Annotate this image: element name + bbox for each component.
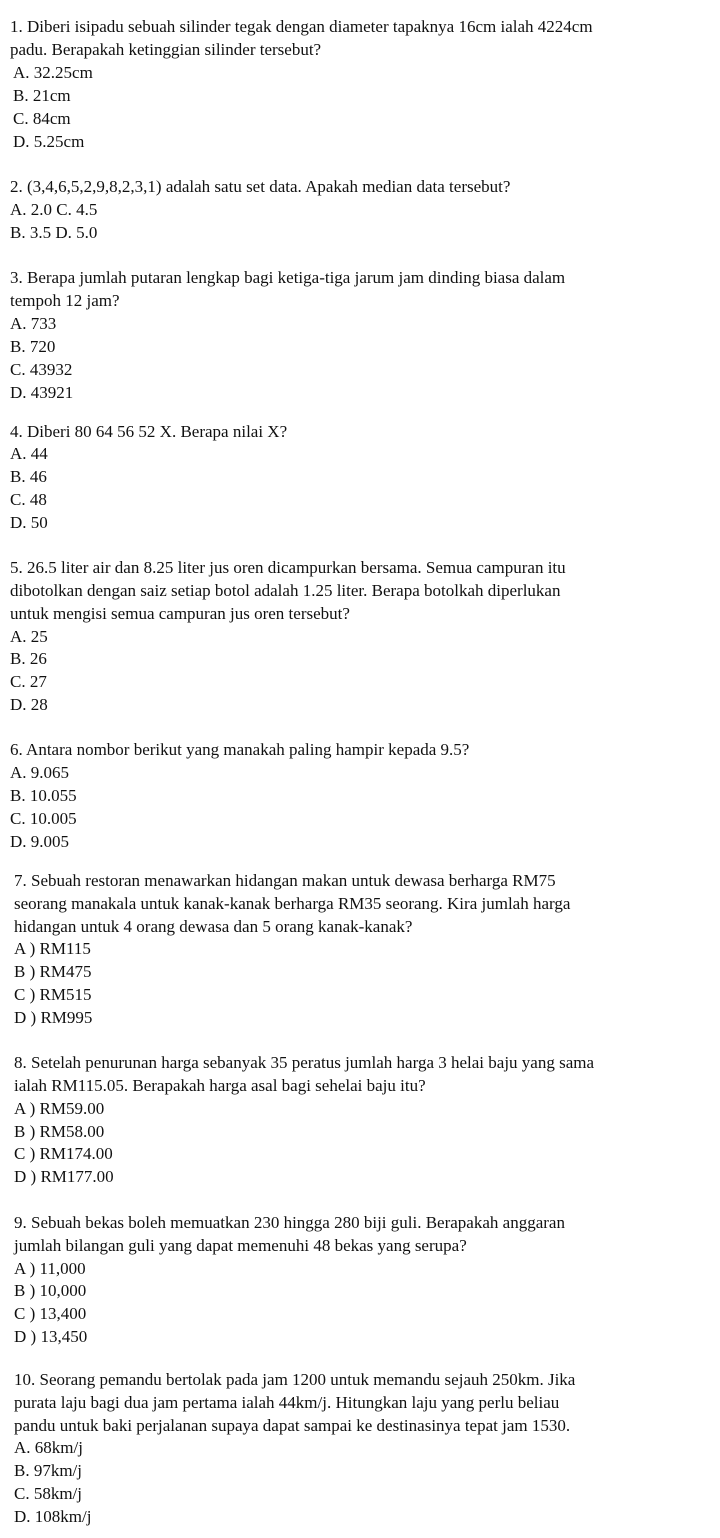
question-5-text-line-2: dibotolkan dengan saiz setiap botol adalah 1.25 liter. Berapa botolkah diperlukan — [10, 581, 561, 600]
question-5-option-d: D. 28 — [10, 695, 48, 714]
question-4-option-d: D. 50 — [10, 513, 48, 532]
question-9-text-line-2: jumlah bilangan guli yang dapat memenuhi 48 bekas yang serupa? — [14, 1236, 467, 1255]
question-9-option-a: A ) 11,000 — [14, 1259, 86, 1278]
question-10-text-line-1: 10. Seorang pemandu bertolak pada jam 1200 untuk memandu sejauh 250km. Jika — [14, 1370, 576, 1389]
question-6-option-a: A. 9.065 — [10, 763, 70, 782]
question-10-option-c: C. 58km/j — [14, 1484, 83, 1503]
question-1-text-line-2: padu. Berapakah ketinggian silinder tersebut? — [10, 40, 322, 59]
question-7-text-line-1: 7. Sebuah restoran menawarkan hidangan makan untuk dewasa berharga RM75 — [14, 871, 556, 890]
question-1-option-a: A. 32.25cm — [13, 63, 93, 82]
question-7-text-line-2: seorang manakala untuk kanak-kanak berharga RM35 seorang. Kira jumlah harga — [14, 894, 571, 913]
question-2-options-row-1: A. 2.0 C. 4.5 — [10, 200, 98, 219]
question-8-option-d: D ) RM177.00 — [14, 1167, 114, 1186]
question-8-option-a: A ) RM59.00 — [14, 1099, 105, 1118]
question-9-option-d: D ) 13,450 — [14, 1327, 88, 1346]
question-3-option-a: A. 733 — [10, 314, 57, 333]
question-6-text-line-1: 6. Antara nombor berikut yang manakah paling hampir kepada 9.5? — [10, 740, 470, 759]
question-9-text-line-1: 9. Sebuah bekas boleh memuatkan 230 hingga 280 biji guli. Berapakah anggaran — [14, 1213, 565, 1232]
question-4-text-line-1: 4. Diberi 80 64 56 52 X. Berapa nilai X? — [10, 422, 288, 441]
question-8-text-line-1: 8. Setelah penurunan harga sebanyak 35 peratus jumlah harga 3 helai baju yang sama — [14, 1053, 595, 1072]
question-4-option-c: C. 48 — [10, 490, 47, 509]
question-10-option-d: D. 108km/j — [14, 1507, 92, 1526]
question-8-option-c: C ) RM174.00 — [14, 1144, 113, 1163]
question-4-option-a: A. 44 — [10, 444, 48, 463]
question-10-text-line-2: purata laju bagi dua jam pertama ialah 44km/j. Hitungkan laju yang perlu beliau — [14, 1393, 560, 1412]
question-3-option-d: D. 43921 — [10, 383, 74, 402]
question-1-option-b: B. 21cm — [13, 86, 71, 105]
question-7-option-c: C ) RM515 — [14, 985, 92, 1004]
question-2-text-line-1: 2. (3,4,6,5,2,9,8,2,3,1) adalah satu set data. Apakah median data tersebut? — [10, 177, 511, 196]
question-3-option-b: B. 720 — [10, 337, 56, 356]
question-7-option-a: A ) RM115 — [14, 939, 91, 958]
question-10-option-b: B. 97km/j — [14, 1461, 83, 1480]
question-8-option-b: B ) RM58.00 — [14, 1122, 105, 1141]
question-3-option-c: C. 43932 — [10, 360, 73, 379]
question-1-option-d: D. 5.25cm — [13, 132, 85, 151]
question-3-text-line-1: 3. Berapa jumlah putaran lengkap bagi ketiga-tiga jarum jam dinding biasa dalam — [10, 268, 566, 287]
question-6-option-c: C. 10.005 — [10, 809, 77, 828]
question-2-options-row-2: B. 3.5 D. 5.0 — [10, 223, 98, 242]
question-5-option-c: C. 27 — [10, 672, 47, 691]
question-4-option-b: B. 46 — [10, 467, 47, 486]
question-7-option-b: B ) RM475 — [14, 962, 92, 981]
question-10-text-line-3: pandu untuk baki perjalanan supaya dapat sampai ke destinasinya tepat jam 1530. — [14, 1416, 571, 1435]
question-1-text-line-1: 1. Diberi isipadu sebuah silinder tegak dengan diameter tapaknya 16cm ialah 4224cm — [10, 17, 593, 36]
question-5-text-line-3: untuk mengisi semua campuran jus oren tersebut? — [10, 604, 350, 623]
question-3-text-line-2: tempoh 12 jam? — [10, 291, 120, 310]
question-5-text-line-1: 5. 26.5 liter air dan 8.25 liter jus oren dicampurkan bersama. Semua campuran itu — [10, 558, 566, 577]
question-5-option-a: A. 25 — [10, 627, 48, 646]
question-7-option-d: D ) RM995 — [14, 1008, 93, 1027]
question-6-option-b: B. 10.055 — [10, 786, 77, 805]
question-5-option-b: B. 26 — [10, 649, 47, 668]
question-1-option-c: C. 84cm — [13, 109, 71, 128]
question-9-option-c: C ) 13,400 — [14, 1304, 87, 1323]
question-7-text-line-3: hidangan untuk 4 orang dewasa dan 5 orang kanak-kanak? — [14, 917, 413, 936]
question-9-option-b: B ) 10,000 — [14, 1281, 87, 1300]
question-8-text-line-2: ialah RM115.05. Berapakah harga asal bagi sehelai baju itu? — [14, 1076, 426, 1095]
question-10-option-a: A. 68km/j — [14, 1438, 83, 1457]
question-6-option-d: D. 9.005 — [10, 832, 70, 851]
